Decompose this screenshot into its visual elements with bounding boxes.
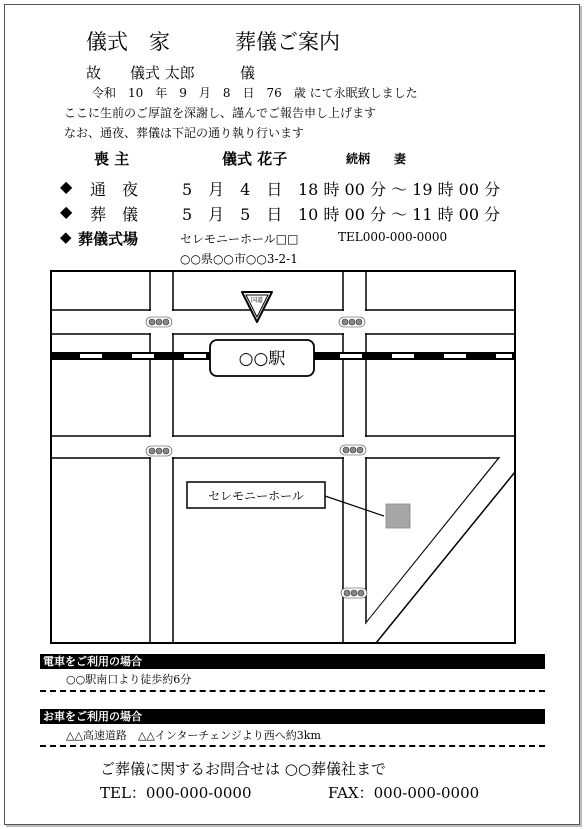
hall-callout-label: セレモニーホール	[208, 489, 304, 503]
chief-mourner-name: 儀式 花子	[222, 150, 288, 168]
chief-mourner-label: 喪 主	[94, 150, 130, 168]
contact-tel: TEL：000-000-0000	[100, 784, 252, 802]
traffic-light-icon-3	[146, 446, 172, 456]
funeral-bullet-icon: ◆	[60, 202, 73, 221]
station-label: ○○駅	[238, 349, 286, 369]
venue-bullet-icon: ◆	[60, 228, 72, 246]
deceased-suffix: 儀	[240, 64, 256, 82]
train-access-route: ○○駅南口より徒歩約6分	[66, 673, 192, 686]
deceased-name: 儀式 太郎	[130, 64, 195, 82]
contact-fax: FAX：000-000-0000	[328, 784, 480, 802]
wake-date: 5 月 4 日	[182, 180, 283, 199]
hall-marker	[386, 504, 410, 528]
dashed-divider-2	[40, 745, 545, 747]
inquiry-text: ご葬儀に関するお問合せは ○○葬儀社まで	[100, 760, 386, 778]
train-access-header: 電車をご利用の場合	[40, 654, 545, 669]
deceased-prefix: 故	[86, 64, 102, 82]
traffic-light-icon-5	[341, 588, 367, 598]
access-map	[50, 270, 516, 644]
traffic-light-icon-1	[146, 317, 172, 327]
wake-time: 18 時 00 分 〜 19 時 00 分	[298, 180, 501, 199]
funeral-time: 10 時 00 分 〜 11 時 00 分	[298, 205, 501, 224]
dashed-divider-1	[40, 690, 545, 692]
venue-tel: TEL000-000-0000	[338, 230, 448, 244]
traffic-light-icon-2	[339, 317, 365, 327]
wake-bullet-icon: ◆	[60, 177, 73, 196]
car-access-route: △△高速道路 △△インターチェンジより西へ約3km	[66, 729, 321, 742]
chief-mourner-relation: 続柄 妻	[346, 152, 407, 166]
page-title: 葬儀ご案内	[235, 30, 340, 54]
venue-name: セレモニーホール□□	[180, 232, 299, 246]
message-line-1: 令和 10 年 9 月 8 日 76 歳 にて永眠致しました	[92, 86, 418, 100]
family-name: 儀式 家	[86, 30, 170, 54]
funeral-date: 5 月 5 日	[182, 205, 283, 224]
car-access-header: お車をご利用の場合	[40, 709, 545, 724]
traffic-light-icon-4	[340, 445, 366, 455]
road-sign-label: 国道	[250, 297, 264, 304]
funeral-label: 葬 儀	[90, 205, 139, 224]
message-line-3: なお、通夜、葬儀は下記の通り執り行います	[64, 126, 305, 140]
message-line-2: ここに生前のご厚誼を深謝し、謹んでご報告申し上げます	[64, 106, 377, 120]
venue-label: 葬儀式場	[78, 230, 139, 248]
wake-label: 通 夜	[90, 180, 139, 199]
venue-address: ○○県○○市○○3-2-1	[180, 252, 298, 266]
